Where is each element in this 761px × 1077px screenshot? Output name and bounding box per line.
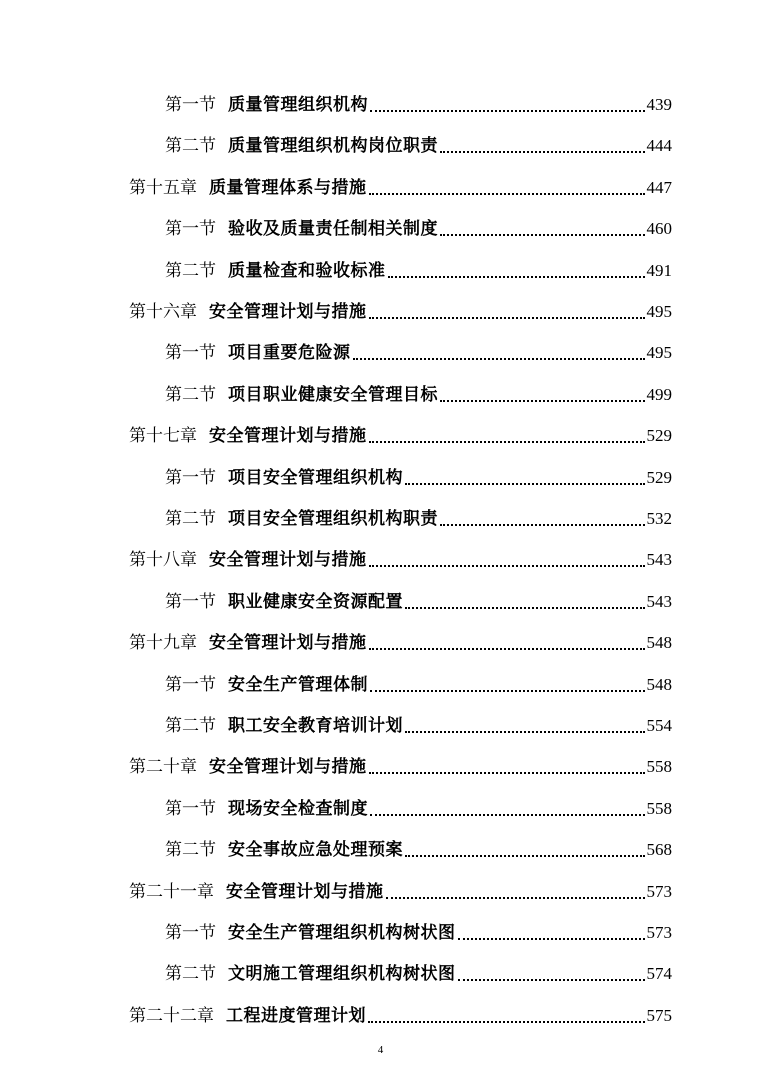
toc-dot-leader — [405, 721, 645, 733]
toc-entry-title: 安全事故应急处理预案 — [228, 840, 403, 860]
toc-section-row[interactable] — [165, 210, 672, 240]
toc-section-row[interactable] — [165, 459, 672, 489]
toc-entry-page: 529 — [646, 426, 672, 445]
toc-dot-leader — [405, 597, 645, 609]
toc-section-row[interactable] — [165, 831, 672, 861]
toc-section-row[interactable] — [165, 376, 672, 406]
toc-entry-label — [129, 632, 367, 654]
toc-entry-page: 548 — [646, 675, 672, 694]
toc-dot-leader — [368, 1011, 645, 1023]
toc-entry-label — [165, 467, 403, 489]
toc-section-row[interactable] — [165, 666, 672, 696]
toc-entry-title: 安全生产管理体制 — [228, 675, 368, 695]
toc-entry-label — [165, 218, 438, 240]
toc-entry-label — [165, 963, 456, 985]
toc-entry-label — [165, 342, 351, 364]
toc-entry-number: 第一节 — [165, 343, 216, 363]
toc-entry-title: 质量管理组织机构岗位职责 — [228, 136, 438, 156]
toc-entry-label — [129, 425, 367, 447]
toc-entry-number: 第十九章 — [129, 633, 197, 653]
toc-entry-number: 第二节 — [165, 509, 216, 529]
toc-entry-label — [165, 94, 368, 116]
toc-entry-page: 573 — [646, 882, 672, 901]
toc-entry-title: 职业健康安全资源配置 — [228, 592, 403, 612]
toc-entry-page: 444 — [646, 136, 672, 155]
toc-entry-title: 质量管理组织机构 — [228, 95, 368, 115]
toc-dot-leader — [369, 762, 645, 774]
toc-entry-page: 491 — [646, 261, 672, 280]
toc-entry-number: 第一节 — [165, 468, 216, 488]
toc-entry-number: 第二节 — [165, 261, 216, 281]
toc-entry-page: 554 — [646, 716, 672, 735]
toc-dot-leader — [388, 266, 645, 278]
toc-section-row[interactable] — [165, 955, 672, 985]
toc-chapter-row[interactable] — [129, 873, 672, 903]
toc-entry-number: 第一节 — [165, 923, 216, 943]
toc-dot-leader — [353, 348, 645, 360]
toc-entry-title: 质量检查和验收标准 — [228, 261, 386, 281]
toc-chapter-row[interactable] — [129, 417, 672, 447]
toc-dot-leader — [369, 431, 645, 443]
toc-dot-leader — [440, 390, 645, 402]
toc-entry-title: 项目重要危险源 — [228, 343, 351, 363]
toc-entry-label — [165, 384, 438, 406]
toc-entry-page: 543 — [646, 550, 672, 569]
toc-entry-number: 第二节 — [165, 840, 216, 860]
toc-dot-leader — [386, 887, 645, 899]
toc-dot-leader — [440, 514, 645, 526]
toc-entry-number: 第二节 — [165, 964, 216, 984]
toc-entry-title: 工程进度管理计划 — [226, 1006, 366, 1026]
toc-chapter-row[interactable] — [129, 169, 672, 199]
toc-entry-title: 安全管理计划与措施 — [226, 882, 384, 902]
toc-dot-leader — [440, 141, 645, 153]
toc-entry-number: 第十八章 — [129, 550, 197, 570]
toc-dot-leader — [405, 473, 645, 485]
toc-section-row[interactable] — [165, 334, 672, 364]
toc-entry-number: 第十七章 — [129, 426, 197, 446]
toc-entry-title: 安全管理计划与措施 — [209, 426, 367, 446]
toc-dot-leader — [458, 969, 645, 981]
toc-entry-label — [165, 260, 386, 282]
toc-entry-title: 项目职业健康安全管理目标 — [228, 385, 438, 405]
toc-dot-leader — [370, 680, 645, 692]
toc-entry-label — [129, 549, 367, 571]
toc-entry-title: 安全管理计划与措施 — [209, 550, 367, 570]
toc-entry-label — [129, 301, 367, 323]
toc-entry-number: 第一节 — [165, 799, 216, 819]
toc-entry-label — [129, 177, 367, 199]
toc-entry-label — [129, 1005, 366, 1027]
toc-entry-number: 第一节 — [165, 219, 216, 239]
toc-entry-title: 职工安全教育培训计划 — [228, 716, 403, 736]
toc-entry-page: 548 — [646, 633, 672, 652]
toc-entry-page: 447 — [646, 178, 672, 197]
toc-chapter-row[interactable] — [129, 997, 672, 1027]
toc-entry-label — [165, 508, 438, 530]
toc-entry-label — [165, 715, 403, 737]
toc-entry-label — [129, 756, 367, 778]
toc-section-row[interactable] — [165, 252, 672, 282]
toc-entry-title: 项目安全管理组织机构职责 — [228, 509, 438, 529]
toc-entry-number: 第一节 — [165, 95, 216, 115]
toc-entry-page: 558 — [646, 757, 672, 776]
toc-entry-title: 验收及质量责任制相关制度 — [228, 219, 438, 239]
toc-entry-number: 第一节 — [165, 675, 216, 695]
toc-entry-title: 现场安全检查制度 — [228, 799, 368, 819]
toc-chapter-row[interactable] — [129, 541, 672, 571]
toc-entry-page: 575 — [646, 1006, 672, 1025]
toc-dot-leader — [405, 845, 645, 857]
toc-dot-leader — [370, 804, 645, 816]
toc-entry-label — [165, 839, 403, 861]
toc-entry-number: 第二十章 — [129, 757, 197, 777]
toc-section-row[interactable] — [165, 790, 672, 820]
toc-entry-label — [165, 591, 403, 613]
toc-dot-leader — [458, 928, 645, 940]
toc-entry-page: 543 — [646, 592, 672, 611]
toc-entry-number: 第二节 — [165, 136, 216, 156]
toc-dot-leader — [369, 183, 645, 195]
toc-entry-label — [165, 674, 368, 696]
toc-dot-leader — [369, 307, 645, 319]
toc-entry-number: 第二十二章 — [129, 1006, 214, 1026]
toc-section-row[interactable] — [165, 583, 672, 613]
toc-dot-leader — [369, 638, 645, 650]
toc-section-row[interactable] — [165, 500, 672, 530]
toc-entry-number: 第二节 — [165, 716, 216, 736]
toc-entry-number: 第十五章 — [129, 178, 197, 198]
toc-entry-title: 安全管理计划与措施 — [209, 302, 367, 322]
toc-dot-leader — [370, 100, 645, 112]
toc-entry-page: 495 — [646, 302, 672, 321]
toc-entry-page: 573 — [646, 923, 672, 942]
toc-entry-title: 安全管理计划与措施 — [209, 633, 367, 653]
page-number: 4 — [377, 1044, 384, 1056]
toc-entry-page: 529 — [646, 468, 672, 487]
toc-entry-page: 499 — [646, 385, 672, 404]
toc-entry-number: 第十六章 — [129, 302, 197, 322]
toc-entry-title: 项目安全管理组织机构 — [228, 468, 403, 488]
toc-entry-title: 质量管理体系与措施 — [209, 178, 367, 198]
toc-entry-page: 439 — [646, 95, 672, 114]
toc-entry-number: 第二十一章 — [129, 882, 214, 902]
toc-entry-page: 568 — [646, 840, 672, 859]
toc-entry-page: 558 — [646, 799, 672, 818]
toc-entry-title: 安全管理计划与措施 — [209, 757, 367, 777]
toc-entry-title: 文明施工管理组织机构树状图 — [228, 964, 456, 984]
toc-section-row[interactable] — [165, 86, 672, 116]
toc-entry-label — [129, 881, 384, 903]
toc-entry-label — [165, 798, 368, 820]
toc-entry-number: 第一节 — [165, 592, 216, 612]
toc-chapter-row[interactable] — [129, 748, 672, 778]
toc-entry-label — [165, 135, 438, 157]
toc-dot-leader — [440, 224, 645, 236]
toc-section-row[interactable] — [165, 707, 672, 737]
toc-entry-page: 495 — [646, 343, 672, 362]
toc-entry-page: 532 — [646, 509, 672, 528]
toc-entry-page: 574 — [646, 964, 672, 983]
toc-entry-number: 第二节 — [165, 385, 216, 405]
toc-entry-page: 460 — [646, 219, 672, 238]
toc-section-row[interactable] — [165, 914, 672, 944]
toc-chapter-row[interactable] — [129, 293, 672, 323]
toc-entry-label — [165, 922, 456, 944]
toc-dot-leader — [369, 555, 645, 567]
toc-chapter-row[interactable] — [129, 624, 672, 654]
toc-section-row[interactable] — [165, 127, 672, 157]
toc-entry-title: 安全生产管理组织机构树状图 — [228, 923, 456, 943]
